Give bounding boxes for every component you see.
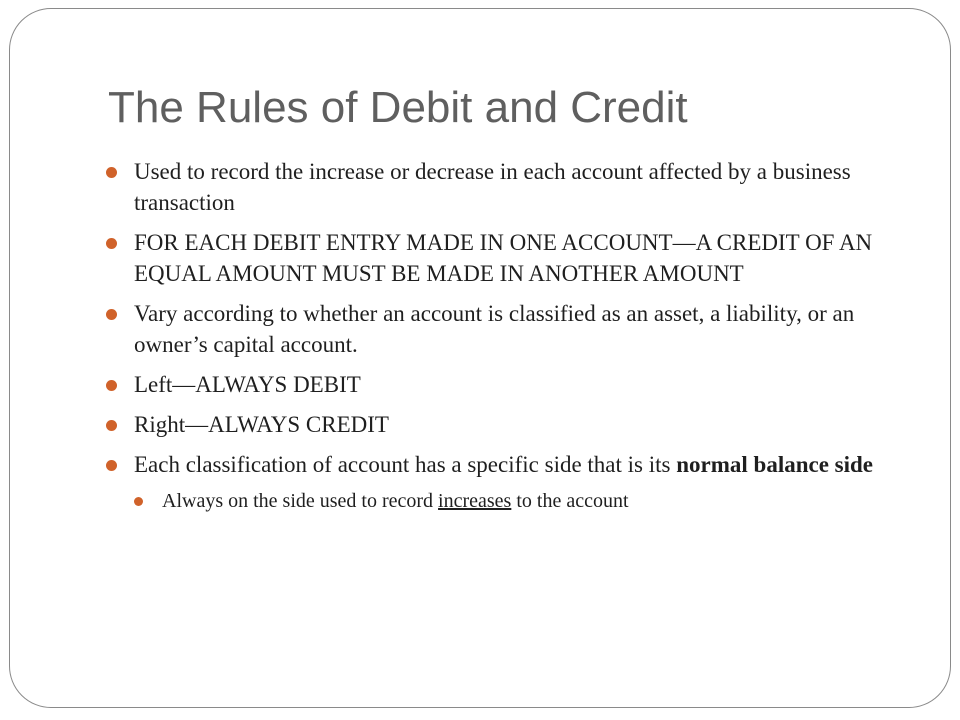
sub-bullet-item [134,487,906,515]
sub-bullet-underlined-text: increases [438,490,512,512]
bullet-item [106,369,906,400]
bullet-text: Used to record the increase or decrease in each account affected by a business transaction [134,159,851,215]
bullet-text: Right—ALWAYS CREDIT [134,412,389,437]
bullet-dot-icon [106,380,117,391]
bullet-text: FOR EACH DEBIT ENTRY MADE IN ONE ACCOUNT—A CREDIT OF AN EQUAL AMOUNT MUST BE MADE IN ANOTHER AMOUNT [134,230,873,286]
bullet-dot-icon [134,497,143,506]
bullet-text: Each classification of account has a specific side that is its [134,452,677,477]
bullet-item [106,409,906,440]
bullet-item [106,227,906,289]
sub-bullet-text: Always on the side used to record [162,490,439,512]
bullet-dot-icon [106,309,117,320]
sub-bullet-text-end: to the account [511,490,629,512]
bullet-text: Left—ALWAYS DEBIT [134,372,361,397]
bullet-dot-icon [106,420,117,431]
bullet-dot-icon [106,167,117,178]
bullet-text: Vary according to whether an account is classified as an asset, a liability, or an owner’s capital account. [134,301,855,357]
bullet-item [106,298,906,360]
bullet-dot-icon [106,238,117,249]
bullet-dot-icon [106,460,117,471]
slide-title: The Rules of Debit and Credit [108,83,688,132]
bullet-list [106,156,906,524]
bullet-item [106,156,906,218]
bullet-bold-text: normal balance side [676,452,874,477]
bullet-item [106,449,906,480]
